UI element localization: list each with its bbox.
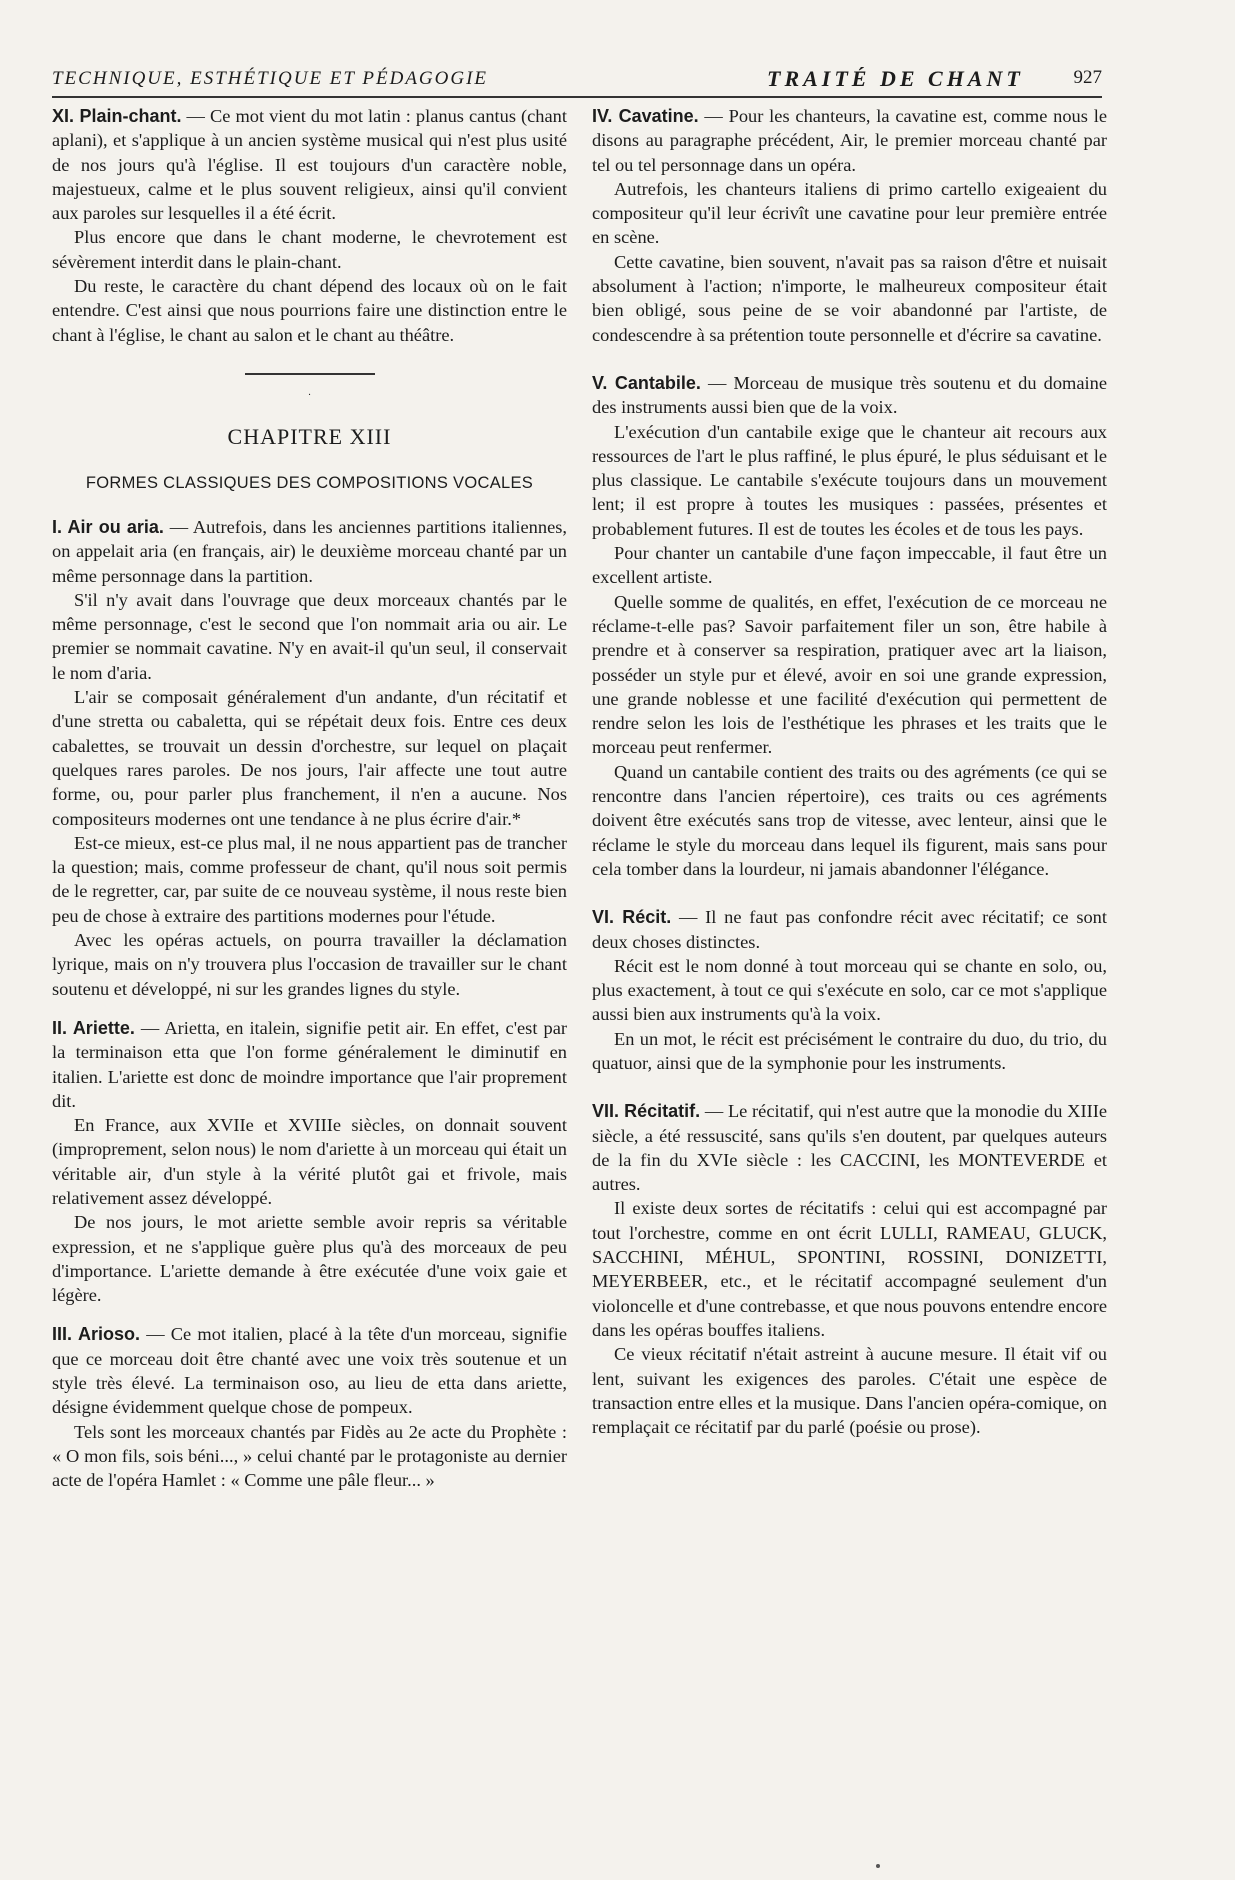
paragraph: Est-ce mieux, est-ce plus mal, il ne nous appartient pas de trancher la question; mais, comme professeur de chant, qu'il nous soit permis de le regretter, car, par suite de ce nouveau système, il nous reste bien peu de chose à extraire des partitions modernes pour l'étude. — [52, 832, 567, 926]
paragraph: De nos jours, le mot ariette semble avoir repris sa véritable expression, et ne s'applique guère plus qu'à des morceaux de peu d'importance. L'ariette demande à être exécutée d'une voix gaie et légère. — [52, 1212, 567, 1306]
paragraph: En un mot, le récit est précisément le contraire du duo, du trio, du quatuor, ainsi que de la symphonie pour les instruments. — [592, 1028, 1107, 1073]
paragraph: Quand un cantabile contient des traits ou des agréments (ce qui se rencontre dans l'ancien répertoire), ces traits ou ces agréments doivent être exécutés sans trop de vitesse, avec lenteur, ainsi que le réclame le style du morceau dans lequel ils figurent, mais sans pour cela tomber dans la lourdeur, ni jamais abandonner l'élégance. — [592, 761, 1107, 879]
paragraph: Quelle somme de qualités, en effet, l'exécution de ce morceau ne réclame-t-elle pas? Savoir parfaitement filer un son, être habile à prendre et à conserver sa respiration, pratiquer avec art la liaison, posséder un style pur et élevé, avoir en soi une grande expression, une grande noblesse et une facilité d'exécution qui permettent de rendre selon les lois de l'esthétique les phrases et les traits que le morceau peut renfermer. — [592, 591, 1107, 758]
divider-dot: · — [307, 389, 312, 401]
paragraph: L'air se composait généralement d'un andante, d'un récitatif et d'une stretta ou cabaletta, qui se répétait deux fois. Entre ces deux cabalettes, se trouvait un dessin d'orchestre, sur lequel on plaçait quelques rares paroles. De nos jours, l'air affecte une tout autre forme, ou, pour parler plus franchement, il n'en a aucune. Nos compositeurs modernes ont une tendance à ne plus écrire d'air.* — [52, 687, 567, 829]
paragraph: — Ce mot italien, placé à la tête d'un morceau, signifie que ce morceau doit être chanté avec une voix très soutenue et un style très élevé. La terminaison oso, au lieu de etta dans ariette, désigne évidemment quelque chose de pompeux. — [52, 1324, 567, 1418]
paragraph: Du reste, le caractère du chant dépend des locaux où on le fait entendre. C'est ainsi que nous pourrions faire une distinction entre le chant à l'église, le chant au salon et le chant au théâtre. — [52, 276, 567, 345]
section-plain-chant — [52, 104, 567, 225]
paragraph: — Il ne faut pas confondre récit avec récitatif; ce sont deux choses distinctes. — [592, 907, 1107, 952]
paragraph: L'exécution d'un cantabile exige que le chanteur ait recours aux ressources de l'art le plus raffiné, le plus épuré, le plus séduisant et le plus classique. Le cantabile s'exécute toujours dans un mouvement lent; il est propre à toutes les musiques : passées, présentes et probablement futures. Il est de toutes les écoles et de tous les pays. — [592, 421, 1107, 539]
section-ariette — [52, 1016, 567, 1113]
section-title: II. Ariette. — [52, 1017, 135, 1038]
section-recit — [592, 905, 1107, 954]
section-title: XI. Plain-chant. — [52, 106, 182, 126]
paragraph: S'il n'y avait dans l'ouvrage que deux morceaux chantés par le même personnage, c'est le second que l'on nommait aria ou air. Le premier se nommait cavatine. N'y en avait-il qu'un seul, il conservait le nom d'aria. — [52, 589, 567, 683]
paragraph: — Arietta, en italein, signifie petit air. En effet, c'est par la terminaison etta que l'on forme généralement le diminutif en italien. L'ariette est donc de moindre importance que l'air proprement dit. — [52, 1017, 567, 1111]
section-recitatif — [592, 1099, 1107, 1196]
section-title: IV. Cavatine. — [592, 106, 699, 126]
paragraph: — Autrefois, dans les anciennes partitions italiennes, on appelait aria (en français, air) le deuxième morceau chanté par un même personnage dans la partition. — [52, 516, 567, 586]
paragraph: — Le récitatif, qui n'est autre que la monodie du XIIIe siècle, a été ressuscité, sans qu'ils s'en doutent, par quelques auteurs de la fin du XVIe siècle : les CACCINI, les MONTEVERDE et autres. — [592, 1101, 1107, 1195]
right-column — [592, 104, 1107, 1439]
left-column — [52, 104, 567, 1493]
section-title: V. Cantabile. — [592, 372, 701, 393]
paragraph: Il existe deux sortes de récitatifs : celui qui est accompagné par tout l'orchestre, comme en ont écrit LULLI, RAMEAU, GLUCK, SACCHINI, MÉHUL, SPONTINI, ROSSINI, DONIZETTI, MEYERBEER, etc., et le récitatif accompagné seulement d'un violoncelle et d'une contrebasse, et que nous pouvons entendre encore dans les opéras bouffes italiens. — [592, 1198, 1108, 1340]
paragraph: Récit est le nom donné à tout morceau qui se chante en solo, ou, plus exactement, à tout ce qui s'exécute en solo, car ce mot s'applique aussi bien aux instruments qu'à la voix. — [592, 955, 1107, 1025]
section-cavatine — [592, 104, 1107, 177]
paragraph: Avec les opéras actuels, on pourra travailler la déclamation lyrique, mais on n'y trouvera plus l'occasion de travailler sur le chant soutenu et développé, ni sur les grandes lignes du style. — [52, 930, 567, 999]
section-title: I. Air ou aria. — [52, 516, 164, 537]
page-speck — [876, 1864, 880, 1868]
section-arioso — [52, 1322, 567, 1419]
paragraph: — Morceau de musique très soutenu et du domaine des instruments aussi bien que de la voix. — [592, 372, 1107, 418]
header-section-label: TECHNIQUE, ESTHÉTIQUE ET PÉDAGOGIE — [52, 68, 489, 89]
section-air-ou-aria — [52, 515, 567, 588]
header-book-title: TRAITÉ DE CHANT — [767, 66, 1024, 91]
paragraph: Plus encore que dans le chant moderne, le chevrotement est sévèrement interdit dans le plain-chant. — [52, 227, 567, 272]
section-divider — [245, 373, 375, 375]
paragraph: — Pour les chanteurs, la cavatine est, comme nous le disons au paragraphe précédent, Air, le premier morceau chanté par tel ou tel personnage dans un opéra. — [592, 106, 1107, 175]
paragraph: — Ce mot vient du mot latin : planus cantus (chant aplani), et s'applique à un ancien système musical qui n'est plus usité de nos jours qu'à l'église. Il est toujours d'un caractère noble, majestueux, calme et le plus souvent religieux, ainsi qu'il convient aux paroles sur lesquelles il a été écrit. — [52, 106, 567, 224]
page-number: 927 — [1073, 67, 1102, 88]
section-cantabile — [592, 371, 1107, 420]
chapter-title: CHAPITRE XIII — [227, 423, 392, 449]
section-title: VII. Récitatif. — [592, 1101, 701, 1122]
paragraph: Autrefois, les chanteurs italiens di primo cartello exigeaient du compositeur qu'il leur écrivît une cavatine pour leur première entrée en scène. — [592, 178, 1107, 248]
paragraph: Cette cavatine, bien souvent, n'avait pas sa raison d'être et nuisait absolument à l'action; n'importe, le malheureux compositeur était bien obligé, sous peine de se voir abandonné par l'artiste, de condescendre à sa prétention toute personnelle et d'écrire sa cavatine. — [592, 251, 1107, 345]
chapter-subtitle: FORMES CLASSIQUES DES COMPOSITIONS VOCALES — [85, 473, 534, 492]
paragraph: En France, aux XVIIe et XVIIIe siècles, on donnait souvent (improprement, selon nous) le nom d'ariette à un morceau qui était un véritable air, d'un style à la vérité plutôt gai et frivole, mais relativement assez développé. — [52, 1115, 567, 1208]
paragraph: Ce vieux récitatif n'était astreint à aucune mesure. Il était vif ou lent, suivant les exigences des paroles. C'était une espèce de transaction entre elles et la musique. Dans l'ancien opéra-comique, on remplaçait ce récitatif par du parlé (poésie ou prose). — [592, 1344, 1107, 1438]
section-title: III. Arioso. — [52, 1324, 140, 1345]
header-rule — [52, 96, 1102, 98]
paragraph: Tels sont les morceaux chantés par Fidès au 2e acte du Prophète : « O mon fils, sois béni..., » celui chanté par le protagoniste au dernier acte de l'opéra Hamlet : « Comme une pâle fleur... » — [52, 1421, 567, 1491]
paragraph: Pour chanter un cantabile d'une façon impeccable, il faut être un excellent artiste. — [592, 543, 1107, 588]
running-header — [52, 66, 1102, 96]
section-title: VI. Récit. — [592, 907, 672, 928]
